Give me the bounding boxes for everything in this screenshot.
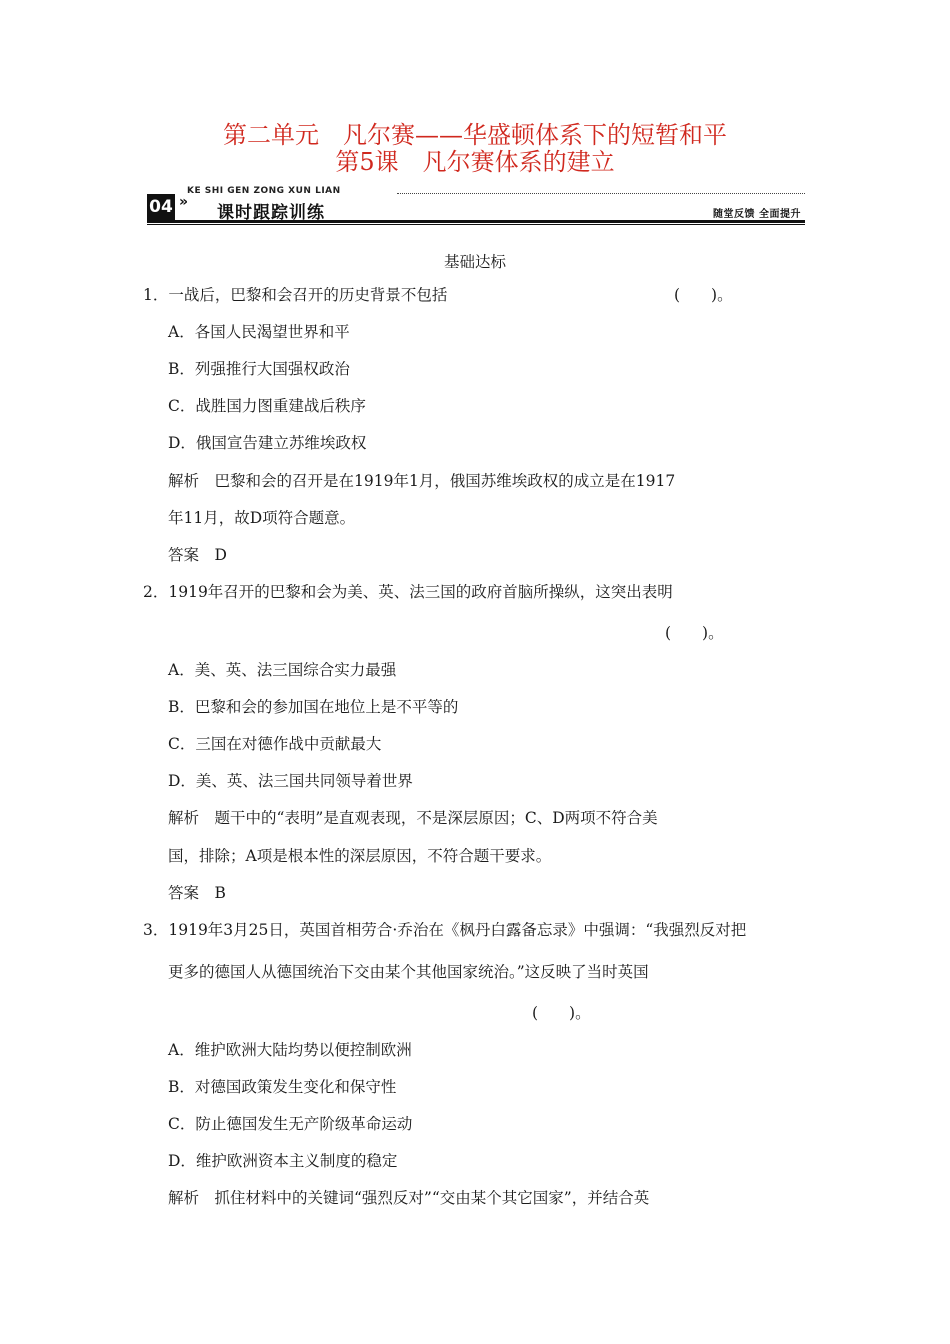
banner-rule-thin: [147, 224, 805, 225]
question-stem-continued: 更多的德国人从德国统治下交由某个其他国家统治。”这反映了当时英国: [168, 963, 649, 981]
banner-number: 04: [147, 194, 175, 220]
double-chevron-icon: »: [179, 194, 189, 210]
option-item: B．巴黎和会的参加国在地位上是不平等的: [168, 698, 459, 716]
option-item: B．对德国政策发生变化和保守性: [168, 1078, 397, 1096]
banner-right-text: 随堂反馈 全面提升: [713, 209, 801, 220]
section-banner: [147, 186, 805, 224]
analysis-text: 解析 题干中的“表明”是直观表现，不是深层原因；C、D两项不符合美: [168, 809, 658, 827]
banner-rule: [147, 220, 805, 223]
banner-name: 课时跟踪训练: [217, 203, 325, 223]
analysis-text: 解析 抓住材料中的关键词“强烈反对”“交由某个其它国家”，并结合英: [168, 1189, 650, 1207]
answer-blank: ( )。: [532, 1004, 591, 1022]
answer-text: 答案 B: [168, 884, 226, 902]
option-item: B．列强推行大国强权政治: [168, 360, 350, 378]
option-item: C．战胜国力图重建战后秩序: [168, 397, 366, 415]
question-stem: 2．1919年召开的巴黎和会为美、英、法三国的政府首脑所操纵，这突出表明: [143, 583, 673, 601]
section-title: 基础达标: [443, 253, 506, 271]
answer-blank: ( )。: [674, 286, 733, 304]
answer-text: 答案 D: [168, 546, 227, 564]
banner-pinyin: KE SHI GEN ZONG XUN LIAN: [187, 186, 341, 196]
lesson-title: 第5课 凡尔赛体系的建立: [335, 148, 615, 176]
option-item: C．三国在对德作战中贡献最大: [168, 735, 382, 753]
option-item: D．美、英、法三国共同领导着世界: [168, 772, 413, 790]
banner-dotted-line: [397, 193, 805, 194]
option-item: A．各国人民渴望世界和平: [168, 323, 350, 341]
unit-title: 第二单元 凡尔赛——华盛顿体系下的短暂和平: [223, 121, 727, 149]
analysis-text: 解析 巴黎和会的召开是在1919年1月，俄国苏维埃政权的成立是在1917: [168, 472, 676, 490]
option-item: C．防止德国发生无产阶级革命运动: [168, 1115, 413, 1133]
option-item: D．俄国宣告建立苏维埃政权: [168, 434, 367, 452]
answer-blank: ( )。: [665, 624, 724, 642]
option-item: D．维护欧洲资本主义制度的稳定: [168, 1152, 398, 1170]
question-stem: 3．1919年3月25日，英国首相劳合·乔治在《枫丹白露备忘录》中强调：“我强烈反对把: [143, 921, 747, 939]
analysis-text: 国，排除；A项是根本性的深层原因，不符合题干要求。: [168, 847, 552, 865]
analysis-text: 年11月，故D项符合题意。: [168, 509, 356, 527]
question-stem: 1．一战后，巴黎和会召开的历史背景不包括: [143, 286, 448, 304]
option-item: A．美、英、法三国综合实力最强: [168, 661, 397, 679]
option-item: A．维护欧洲大陆均势以便控制欧洲: [168, 1041, 412, 1059]
